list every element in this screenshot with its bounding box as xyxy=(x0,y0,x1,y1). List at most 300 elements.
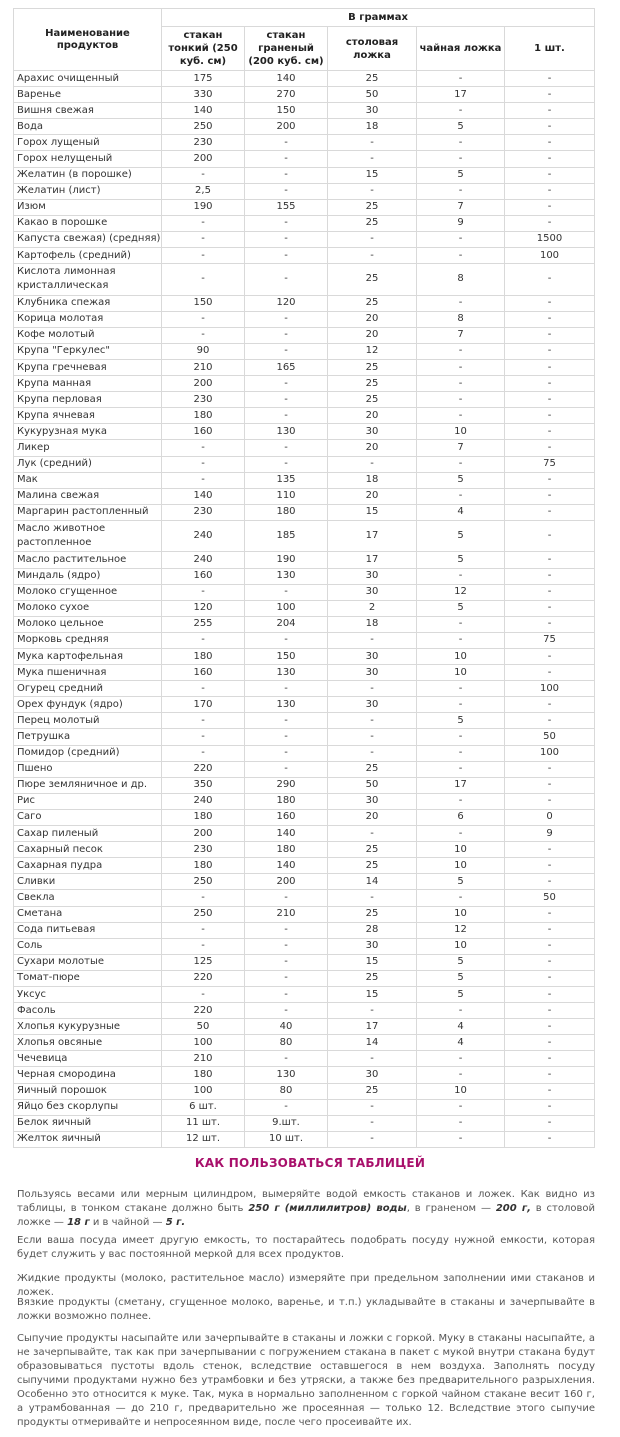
table-row xyxy=(14,71,595,87)
value-cell: 5 xyxy=(417,552,505,568)
product-name-cell: Молоко сгущенное xyxy=(14,584,162,600)
p1-emph-teaspoon: 5 г. xyxy=(165,1217,186,1228)
value-cell: 75 xyxy=(505,456,595,472)
value-cell: 135 xyxy=(245,472,328,488)
value-cell: 210 xyxy=(162,360,245,376)
p1-text-a: Пользуясь весами или мерным цилиндром, вымеряйте водой емкость стаканов и ложек. Как видно из таблицы, в тонком стакане должно быть xyxy=(17,1189,595,1214)
value-cell: - xyxy=(505,954,595,970)
product-name-cell: Кофе молотый xyxy=(14,327,162,343)
p1-emph-tablespoon: 18 г xyxy=(67,1217,90,1228)
value-cell: 25 xyxy=(328,906,417,922)
product-name-cell: Перец молотый xyxy=(14,713,162,729)
table-row xyxy=(14,1003,595,1019)
table-row xyxy=(14,1035,595,1051)
value-cell: - xyxy=(328,151,417,167)
value-cell: 5 xyxy=(417,874,505,890)
value-cell: 20 xyxy=(328,488,417,504)
table-row xyxy=(14,986,595,1002)
value-cell: 14 xyxy=(328,874,417,890)
product-name-cell: Картофель (средний) xyxy=(14,248,162,264)
value-cell: - xyxy=(505,71,595,87)
product-name-cell: Томат-пюре xyxy=(14,970,162,986)
value-cell: - xyxy=(328,890,417,906)
value-cell: 180 xyxy=(245,842,328,858)
value-cell: 200 xyxy=(245,119,328,135)
value-cell: - xyxy=(417,408,505,424)
value-cell: - xyxy=(505,1019,595,1035)
value-cell: 17 xyxy=(417,777,505,793)
table-row xyxy=(14,777,595,793)
value-cell: 17 xyxy=(328,1019,417,1035)
product-name-cell: Пюре земляничное и др. xyxy=(14,777,162,793)
value-cell: - xyxy=(505,408,595,424)
value-cell: 15 xyxy=(328,504,417,520)
value-cell: - xyxy=(505,1131,595,1147)
value-cell: 165 xyxy=(245,360,328,376)
value-cell: 30 xyxy=(328,649,417,665)
product-name-cell: Вода xyxy=(14,119,162,135)
col-teaspoon-header: чайная ложка xyxy=(417,27,505,71)
table-row xyxy=(14,1067,595,1083)
table-row xyxy=(14,248,595,264)
value-cell: 12 шт. xyxy=(162,1131,245,1147)
value-cell: 15 xyxy=(328,986,417,1002)
value-cell: 200 xyxy=(162,151,245,167)
value-cell: 5 xyxy=(417,600,505,616)
value-cell: 4 xyxy=(417,1019,505,1035)
value-cell: 255 xyxy=(162,616,245,632)
value-cell: - xyxy=(505,424,595,440)
value-cell: - xyxy=(417,488,505,504)
value-cell: 220 xyxy=(162,970,245,986)
value-cell: 210 xyxy=(245,906,328,922)
value-cell: 30 xyxy=(328,584,417,600)
value-cell: 150 xyxy=(162,295,245,311)
product-name-cell: Крупа "Геркулес" xyxy=(14,343,162,359)
value-cell: 10 xyxy=(417,1083,505,1099)
table-row xyxy=(14,761,595,777)
value-cell: - xyxy=(417,745,505,761)
value-cell: 210 xyxy=(162,1051,245,1067)
value-cell: 130 xyxy=(245,424,328,440)
value-cell: 25 xyxy=(328,858,417,874)
value-cell: 15 xyxy=(328,167,417,183)
value-cell: 130 xyxy=(245,568,328,584)
table-row xyxy=(14,488,595,504)
value-cell: 100 xyxy=(245,600,328,616)
value-cell: - xyxy=(417,392,505,408)
value-cell: 100 xyxy=(505,248,595,264)
value-cell: - xyxy=(505,697,595,713)
value-cell: 160 xyxy=(245,809,328,825)
value-cell: 10 xyxy=(417,665,505,681)
value-cell: - xyxy=(417,1003,505,1019)
table-row xyxy=(14,649,595,665)
value-cell: - xyxy=(328,745,417,761)
value-cell: - xyxy=(328,1003,417,1019)
product-name-cell: Варенье xyxy=(14,87,162,103)
value-cell: 5 xyxy=(417,167,505,183)
value-cell: - xyxy=(245,264,328,296)
value-cell: 10 xyxy=(417,906,505,922)
value-cell: - xyxy=(245,135,328,151)
value-cell: - xyxy=(245,890,328,906)
product-name-cell: Помидор (средний) xyxy=(14,745,162,761)
col-piece-header: 1 шт. xyxy=(505,27,595,71)
value-cell: 200 xyxy=(162,376,245,392)
table-row xyxy=(14,1051,595,1067)
product-name-cell: Саго xyxy=(14,809,162,825)
table-row xyxy=(14,360,595,376)
value-cell: - xyxy=(505,167,595,183)
table-row xyxy=(14,584,595,600)
value-cell: - xyxy=(162,729,245,745)
value-cell: 20 xyxy=(328,408,417,424)
value-cell: - xyxy=(417,826,505,842)
product-name-cell: Петрушка xyxy=(14,729,162,745)
table-row xyxy=(14,681,595,697)
value-cell: - xyxy=(245,1003,328,1019)
table-row xyxy=(14,199,595,215)
value-cell: - xyxy=(505,327,595,343)
value-cell: - xyxy=(162,248,245,264)
product-name-cell: Малина свежая xyxy=(14,488,162,504)
value-cell: - xyxy=(505,842,595,858)
value-cell: 230 xyxy=(162,504,245,520)
value-cell: 10 xyxy=(417,842,505,858)
value-cell: - xyxy=(245,456,328,472)
table-row xyxy=(14,264,595,296)
value-cell: 30 xyxy=(328,665,417,681)
value-cell: 200 xyxy=(162,826,245,842)
value-cell: - xyxy=(245,938,328,954)
value-cell: - xyxy=(162,327,245,343)
value-cell: - xyxy=(245,392,328,408)
table-row xyxy=(14,697,595,713)
product-name-cell: Клубника спежая xyxy=(14,295,162,311)
table-row xyxy=(14,842,595,858)
product-name-cell: Корица молотая xyxy=(14,311,162,327)
col-tablespoon-header: столовая ложка xyxy=(328,27,417,71)
value-cell: - xyxy=(505,649,595,665)
value-cell: 50 xyxy=(162,1019,245,1035)
value-cell: 9 xyxy=(417,215,505,231)
product-name-cell: Вишня свежая xyxy=(14,103,162,119)
value-cell: 350 xyxy=(162,777,245,793)
value-cell: - xyxy=(505,183,595,199)
value-cell: 25 xyxy=(328,215,417,231)
value-cell: 5 xyxy=(417,119,505,135)
value-cell: 17 xyxy=(417,87,505,103)
product-name-cell: Уксус xyxy=(14,986,162,1002)
value-cell: - xyxy=(505,713,595,729)
table-row xyxy=(14,826,595,842)
value-cell: 15 xyxy=(328,954,417,970)
table-row xyxy=(14,922,595,938)
value-cell: - xyxy=(328,826,417,842)
value-cell: 6 шт. xyxy=(162,1099,245,1115)
value-cell: 180 xyxy=(162,408,245,424)
table-row xyxy=(14,954,595,970)
howto-title: КАК ПОЛЬЗОВАТЬСЯ ТАБЛИЦЕЙ xyxy=(194,1156,426,1170)
value-cell: 25 xyxy=(328,360,417,376)
product-name-cell: Сухари молотые xyxy=(14,954,162,970)
value-cell: - xyxy=(505,552,595,568)
value-cell: - xyxy=(245,632,328,648)
value-cell: 12 xyxy=(328,343,417,359)
value-cell: 160 xyxy=(162,665,245,681)
table-row xyxy=(14,970,595,986)
value-cell: 120 xyxy=(162,600,245,616)
value-cell: - xyxy=(417,103,505,119)
value-cell: 190 xyxy=(162,199,245,215)
value-cell: 230 xyxy=(162,842,245,858)
value-cell: 18 xyxy=(328,472,417,488)
table-row xyxy=(14,745,595,761)
product-name-cell: Яйцо без скорлупы xyxy=(14,1099,162,1115)
value-cell: 50 xyxy=(505,729,595,745)
value-cell: - xyxy=(162,890,245,906)
product-name-cell: Желток яичный xyxy=(14,1131,162,1147)
value-cell: 8 xyxy=(417,311,505,327)
value-cell: - xyxy=(505,665,595,681)
product-name-cell: Соль xyxy=(14,938,162,954)
table-row xyxy=(14,1019,595,1035)
table-row xyxy=(14,392,595,408)
value-cell: - xyxy=(417,71,505,87)
value-cell: 7 xyxy=(417,327,505,343)
table-row xyxy=(14,793,595,809)
value-cell: 25 xyxy=(328,71,417,87)
value-cell: 25 xyxy=(328,376,417,392)
value-cell: - xyxy=(505,970,595,986)
value-cell: - xyxy=(417,360,505,376)
value-cell: - xyxy=(417,135,505,151)
value-cell: 25 xyxy=(328,392,417,408)
value-cell: - xyxy=(245,231,328,247)
value-cell: 240 xyxy=(162,793,245,809)
col-product-header: Наименование продуктов xyxy=(14,9,162,71)
value-cell: - xyxy=(328,1131,417,1147)
table-row xyxy=(14,343,595,359)
product-name-cell: Маргарин растопленный xyxy=(14,504,162,520)
value-cell: - xyxy=(417,1067,505,1083)
table-row xyxy=(14,520,595,552)
product-name-cell: Черная смородина xyxy=(14,1067,162,1083)
value-cell: 130 xyxy=(245,1067,328,1083)
value-cell: 17 xyxy=(328,552,417,568)
value-cell: - xyxy=(245,954,328,970)
value-cell: - xyxy=(505,616,595,632)
value-cell: 5 xyxy=(417,954,505,970)
value-cell: - xyxy=(505,119,595,135)
product-name-cell: Ликер xyxy=(14,440,162,456)
value-cell: 20 xyxy=(328,809,417,825)
product-name-cell: Крупа манная xyxy=(14,376,162,392)
value-cell: - xyxy=(505,376,595,392)
value-cell: 50 xyxy=(328,777,417,793)
p1-emph-water: 250 г (миллилитров) воды xyxy=(248,1203,407,1214)
value-cell: - xyxy=(505,986,595,1002)
value-cell: 2 xyxy=(328,600,417,616)
value-cell: 25 xyxy=(328,264,417,296)
value-cell: 14 xyxy=(328,1035,417,1051)
paragraph-1 xyxy=(17,1188,595,1230)
value-cell: 100 xyxy=(505,681,595,697)
value-cell: 220 xyxy=(162,1003,245,1019)
value-cell: 125 xyxy=(162,954,245,970)
value-cell: - xyxy=(505,343,595,359)
value-cell: - xyxy=(505,874,595,890)
product-name-cell: Огурец средний xyxy=(14,681,162,697)
value-cell: 80 xyxy=(245,1035,328,1051)
value-cell: 25 xyxy=(328,199,417,215)
paragraph-4: Вязкие продукты (сметану, сгущенное молоко, варенье, и т.п.) укладывайте в стаканы и зачерпывайте в ложки возможно полнее. xyxy=(17,1297,595,1322)
value-cell: 11 шт. xyxy=(162,1115,245,1131)
table-row xyxy=(14,874,595,890)
value-cell: 30 xyxy=(328,1067,417,1083)
value-cell: - xyxy=(245,215,328,231)
value-cell: - xyxy=(162,745,245,761)
value-cell: - xyxy=(505,1099,595,1115)
value-cell: - xyxy=(162,938,245,954)
product-name-cell: Арахис очищенный xyxy=(14,71,162,87)
product-name-cell: Орех фундук (ядро) xyxy=(14,697,162,713)
value-cell: - xyxy=(505,440,595,456)
value-cell: - xyxy=(245,1099,328,1115)
product-name-cell: Масло растительное xyxy=(14,552,162,568)
value-cell: 250 xyxy=(162,874,245,890)
product-name-cell: Рис xyxy=(14,793,162,809)
value-cell: - xyxy=(245,584,328,600)
value-cell: - xyxy=(505,103,595,119)
product-name-cell: Желатин (в порошке) xyxy=(14,167,162,183)
product-name-cell: Сметана xyxy=(14,906,162,922)
table-row xyxy=(14,713,595,729)
value-cell: - xyxy=(505,761,595,777)
value-cell: 8 xyxy=(417,264,505,296)
value-cell: - xyxy=(505,584,595,600)
value-cell: 25 xyxy=(328,1083,417,1099)
product-name-cell: Сахар пиленый xyxy=(14,826,162,842)
product-name-cell: Яичный порошок xyxy=(14,1083,162,1099)
product-name-cell: Масло животное растопленное xyxy=(14,520,162,552)
value-cell: 5 xyxy=(417,713,505,729)
value-cell: 180 xyxy=(245,793,328,809)
product-name-cell: Белок яичный xyxy=(14,1115,162,1131)
table-row xyxy=(14,890,595,906)
value-cell: - xyxy=(245,681,328,697)
value-cell: - xyxy=(505,922,595,938)
value-cell: 140 xyxy=(162,103,245,119)
value-cell: 140 xyxy=(245,71,328,87)
value-cell: - xyxy=(505,215,595,231)
product-name-cell: Какао в порошке xyxy=(14,215,162,231)
value-cell: - xyxy=(328,681,417,697)
value-cell: - xyxy=(162,215,245,231)
value-cell: - xyxy=(505,568,595,584)
value-cell: 7 xyxy=(417,199,505,215)
table-row xyxy=(14,1099,595,1115)
table-row xyxy=(14,858,595,874)
table-row xyxy=(14,87,595,103)
paragraph-5: Сыпучие продукты насыпайте или зачерпывайте в стаканы и ложки с горкой. Муку в стаканы насыпайте, а не зачерпывайте, так как при зачерпывании с погружением стакана в пакет с мукой внутри стакана будут образовываться пустоты вдоль стенок, вследствие оставшегося в нем воздуха. Заполнять посуду сыпучими продуктами нужно без утрамбовки и без утряски, а также без предварительного разрыхления. Особенно это относится к муке. Так, мука в нормально заполненном с горкой чайном стакане весит 160 г, а утрамбованная — до 210 г, предварительно же просеянная — только 12. Вследствие этого сыпучие продукты отмеривайте и непросеянном виде, после чего просеивайте их. xyxy=(17,1333,595,1428)
value-cell: 160 xyxy=(162,568,245,584)
value-cell: - xyxy=(245,970,328,986)
value-cell: 18 xyxy=(328,119,417,135)
group-header: В граммах xyxy=(162,9,595,27)
value-cell: 80 xyxy=(245,1083,328,1099)
table-row xyxy=(14,327,595,343)
value-cell: - xyxy=(328,713,417,729)
value-cell: 40 xyxy=(245,1019,328,1035)
paragraph-2: Если ваша посуда имеет другую емкость, то постарайтесь подобрать посуду нужной емкости, которая будет служить у вас постоянной меркой для всех продуктов. xyxy=(17,1235,595,1260)
product-name-cell: Мука пшеничная xyxy=(14,665,162,681)
value-cell: 50 xyxy=(505,890,595,906)
value-cell: 25 xyxy=(328,761,417,777)
value-cell: - xyxy=(505,135,595,151)
value-cell: 270 xyxy=(245,87,328,103)
table-row xyxy=(14,456,595,472)
value-cell: 200 xyxy=(245,874,328,890)
value-cell: - xyxy=(162,713,245,729)
value-cell: - xyxy=(417,376,505,392)
value-cell: - xyxy=(245,986,328,1002)
value-cell: - xyxy=(505,938,595,954)
value-cell: 4 xyxy=(417,1035,505,1051)
table-row xyxy=(14,472,595,488)
table-row xyxy=(14,504,595,520)
value-cell: - xyxy=(162,231,245,247)
product-name-cell: Крупа ячневая xyxy=(14,408,162,424)
table-row xyxy=(14,552,595,568)
value-cell: 18 xyxy=(328,616,417,632)
value-cell: 250 xyxy=(162,119,245,135)
product-name-cell: Кукурузная мука xyxy=(14,424,162,440)
value-cell: 120 xyxy=(245,295,328,311)
value-cell: - xyxy=(417,1051,505,1067)
value-cell: - xyxy=(417,183,505,199)
value-cell: 0 xyxy=(505,809,595,825)
value-cell: 9.шт. xyxy=(245,1115,328,1131)
value-cell: 30 xyxy=(328,697,417,713)
value-cell: - xyxy=(328,231,417,247)
table-row xyxy=(14,295,595,311)
col-glass-faceted-header: стакан граненый (200 куб. см) xyxy=(245,27,328,71)
product-name-cell: Крупа гречневая xyxy=(14,360,162,376)
value-cell: 130 xyxy=(245,697,328,713)
table-row xyxy=(14,103,595,119)
value-cell: 4 xyxy=(417,504,505,520)
value-cell: - xyxy=(505,392,595,408)
value-cell: 5 xyxy=(417,472,505,488)
product-name-cell: Хлопья овсяные xyxy=(14,1035,162,1051)
value-cell: 180 xyxy=(162,1067,245,1083)
value-cell: 290 xyxy=(245,777,328,793)
product-name-cell: Горох нелущеный xyxy=(14,151,162,167)
product-name-cell: Капуста свежая) (средняя) xyxy=(14,231,162,247)
table-row xyxy=(14,424,595,440)
value-cell: - xyxy=(505,472,595,488)
value-cell: - xyxy=(505,520,595,552)
table-body xyxy=(14,71,595,1148)
value-cell: - xyxy=(505,1083,595,1099)
value-cell: 180 xyxy=(245,504,328,520)
value-cell: 12 xyxy=(417,584,505,600)
table-row xyxy=(14,729,595,745)
value-cell: 9 xyxy=(505,826,595,842)
value-cell: 230 xyxy=(162,392,245,408)
